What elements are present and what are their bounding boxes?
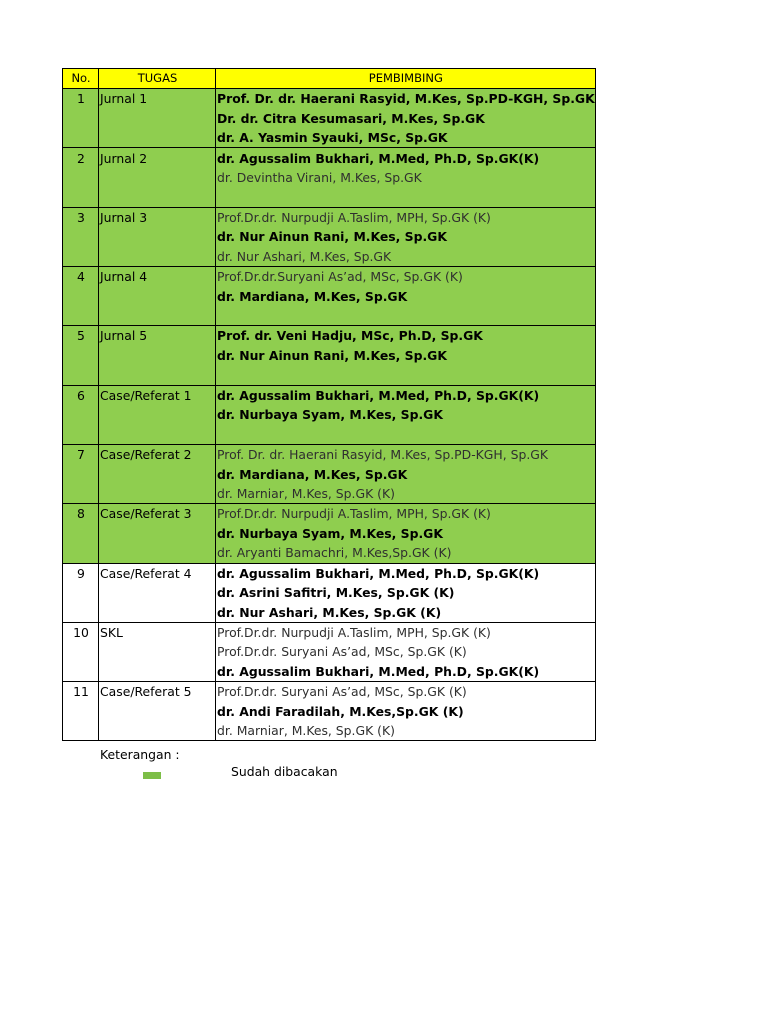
cell-tugas[interactable] xyxy=(99,583,216,602)
header-no[interactable]: No. xyxy=(63,69,99,89)
table-row xyxy=(63,405,596,424)
cell-no[interactable] xyxy=(63,583,99,602)
cell-no[interactable] xyxy=(63,702,99,721)
table-row xyxy=(63,444,596,464)
cell-tugas[interactable]: Case/Referat 2 xyxy=(99,444,216,464)
cell-tugas[interactable]: Jurnal 5 xyxy=(99,326,216,346)
cell-pembimbing[interactable] xyxy=(216,424,596,444)
cell-no[interactable] xyxy=(63,662,99,682)
cell-no[interactable] xyxy=(63,286,99,305)
cell-tugas[interactable] xyxy=(99,642,216,661)
cell-tugas[interactable] xyxy=(99,484,216,504)
cell-tugas[interactable]: Case/Referat 5 xyxy=(99,682,216,702)
table-row xyxy=(63,227,596,246)
cell-no[interactable] xyxy=(63,128,99,148)
cell-tugas[interactable] xyxy=(99,365,216,385)
cell-tugas[interactable] xyxy=(99,524,216,543)
table-row xyxy=(63,543,596,563)
cell-tugas[interactable] xyxy=(99,602,216,622)
cell-tugas[interactable]: SKL xyxy=(99,622,216,642)
cell-no[interactable]: 10 xyxy=(63,622,99,642)
cell-no[interactable] xyxy=(63,642,99,661)
table-row xyxy=(63,286,596,305)
table-row xyxy=(63,346,596,365)
cell-no[interactable] xyxy=(63,306,99,326)
table-header-row xyxy=(63,69,596,89)
cell-no[interactable] xyxy=(63,187,99,207)
cell-no[interactable] xyxy=(63,108,99,127)
table-row xyxy=(63,326,596,346)
cell-tugas[interactable] xyxy=(99,702,216,721)
cell-pembimbing[interactable]: dr. Nur Ainun Rani, M.Kes, Sp.GK xyxy=(216,346,596,365)
table-row xyxy=(63,187,596,207)
legend-title: Keterangan : xyxy=(100,747,180,762)
header-tugas[interactable]: TUGAS xyxy=(99,69,216,89)
legend-done-label: Sudah dibacakan xyxy=(231,764,338,779)
table-row xyxy=(63,266,596,286)
cell-tugas[interactable]: Jurnal 1 xyxy=(99,89,216,109)
cell-pembimbing[interactable]: Prof.Dr.dr. Suryani As’ad, MSc, Sp.GK (K) xyxy=(216,642,596,661)
cell-pembimbing[interactable]: dr. Marniar, M.Kes, Sp.GK (K) xyxy=(216,484,596,504)
header-pembimbing[interactable]: PEMBIMBING xyxy=(216,69,596,89)
cell-no[interactable]: 3 xyxy=(63,207,99,227)
cell-tugas[interactable] xyxy=(99,721,216,741)
table-row xyxy=(63,504,596,524)
cell-no[interactable] xyxy=(63,721,99,741)
cell-pembimbing[interactable]: Prof. Dr. dr. Haerani Rasyid, M.Kes, Sp.PD-KGH, Sp.GK xyxy=(216,444,596,464)
cell-tugas[interactable]: Case/Referat 4 xyxy=(99,563,216,583)
table-row xyxy=(63,464,596,483)
table-row xyxy=(63,247,596,267)
cell-pembimbing[interactable]: Prof.Dr.dr. Suryani As’ad, MSc, Sp.GK (K) xyxy=(216,682,596,702)
cell-no[interactable] xyxy=(63,405,99,424)
cell-pembimbing[interactable]: dr. Devintha Virani, M.Kes, Sp.GK xyxy=(216,168,596,187)
cell-pembimbing[interactable]: Dr. dr. Citra Kesumasari, M.Kes, Sp.GK xyxy=(216,108,596,127)
cell-pembimbing[interactable]: Prof. Dr. dr. Haerani Rasyid, M.Kes, Sp.PD-KGH, Sp.GK xyxy=(216,89,596,109)
cell-tugas[interactable] xyxy=(99,662,216,682)
cell-tugas[interactable] xyxy=(99,128,216,148)
table-row xyxy=(63,682,596,702)
table-row xyxy=(63,365,596,385)
cell-pembimbing[interactable]: dr. A. Yasmin Syauki, MSc, Sp.GK xyxy=(216,128,596,148)
table-row xyxy=(63,207,596,227)
table-row xyxy=(63,385,596,405)
cell-tugas[interactable] xyxy=(99,543,216,563)
table-row xyxy=(63,662,596,682)
cell-pembimbing[interactable]: dr. Asrini Safitri, M.Kes, Sp.GK (K) xyxy=(216,583,596,602)
table-row xyxy=(63,721,596,741)
cell-pembimbing[interactable]: dr. Aryanti Bamachri, M.Kes,Sp.GK (K) xyxy=(216,543,596,563)
cell-tugas[interactable]: Case/Referat 1 xyxy=(99,385,216,405)
table-row xyxy=(63,602,596,622)
table-row xyxy=(63,524,596,543)
cell-no[interactable] xyxy=(63,168,99,187)
cell-pembimbing[interactable]: dr. Andi Faradilah, M.Kes,Sp.GK (K) xyxy=(216,702,596,721)
cell-tugas[interactable] xyxy=(99,227,216,246)
cell-pembimbing[interactable]: dr. Mardiana, M.Kes, Sp.GK xyxy=(216,464,596,483)
cell-no[interactable] xyxy=(63,365,99,385)
cell-pembimbing[interactable] xyxy=(216,187,596,207)
cell-tugas[interactable] xyxy=(99,247,216,267)
table-row xyxy=(63,702,596,721)
table-row xyxy=(63,148,596,168)
cell-pembimbing[interactable]: Prof.Dr.dr. Nurpudji A.Taslim, MPH, Sp.GK (K) xyxy=(216,504,596,524)
cell-pembimbing[interactable]: dr. Marniar, M.Kes, Sp.GK (K) xyxy=(216,721,596,741)
assignment-table xyxy=(62,68,596,741)
cell-no[interactable]: 5 xyxy=(63,326,99,346)
cell-pembimbing[interactable]: dr. Nur Ashari, M.Kes, Sp.GK (K) xyxy=(216,602,596,622)
cell-tugas[interactable] xyxy=(99,464,216,483)
cell-pembimbing[interactable]: Prof.Dr.dr.Suryani As’ad, MSc, Sp.GK (K) xyxy=(216,266,596,286)
table-row xyxy=(63,128,596,148)
table-row xyxy=(63,563,596,583)
table-row xyxy=(63,484,596,504)
cell-tugas[interactable] xyxy=(99,168,216,187)
table-row xyxy=(63,168,596,187)
cell-pembimbing[interactable]: dr. Agussalim Bukhari, M.Med, Ph.D, Sp.GK(K) xyxy=(216,385,596,405)
cell-no[interactable]: 9 xyxy=(63,563,99,583)
cell-no[interactable]: 7 xyxy=(63,444,99,464)
cell-pembimbing[interactable]: dr. Agussalim Bukhari, M.Med, Ph.D, Sp.GK(K) xyxy=(216,563,596,583)
cell-no[interactable] xyxy=(63,227,99,246)
cell-tugas[interactable]: Jurnal 2 xyxy=(99,148,216,168)
cell-no[interactable] xyxy=(63,464,99,483)
cell-pembimbing[interactable]: dr. Nur Ashari, M.Kes, Sp.GK xyxy=(216,247,596,267)
cell-pembimbing[interactable]: dr. Nurbaya Syam, M.Kes, Sp.GK xyxy=(216,405,596,424)
cell-tugas[interactable] xyxy=(99,424,216,444)
cell-no[interactable]: 8 xyxy=(63,504,99,524)
cell-no[interactable] xyxy=(63,524,99,543)
cell-pembimbing[interactable]: Prof.Dr.dr. Nurpudji A.Taslim, MPH, Sp.GK (K) xyxy=(216,207,596,227)
cell-no[interactable] xyxy=(63,424,99,444)
cell-pembimbing[interactable]: dr. Agussalim Bukhari, M.Med, Ph.D, Sp.GK(K) xyxy=(216,148,596,168)
cell-tugas[interactable]: Jurnal 4 xyxy=(99,266,216,286)
cell-tugas[interactable]: Case/Referat 3 xyxy=(99,504,216,524)
cell-no[interactable] xyxy=(63,484,99,504)
cell-tugas[interactable] xyxy=(99,286,216,305)
cell-tugas[interactable] xyxy=(99,187,216,207)
cell-no[interactable] xyxy=(63,247,99,267)
cell-pembimbing[interactable]: dr. Agussalim Bukhari, M.Med, Ph.D, Sp.GK(K) xyxy=(216,662,596,682)
table-row xyxy=(63,306,596,326)
cell-no[interactable]: 2 xyxy=(63,148,99,168)
cell-pembimbing[interactable]: dr. Nurbaya Syam, M.Kes, Sp.GK xyxy=(216,524,596,543)
cell-pembimbing[interactable] xyxy=(216,365,596,385)
table-row xyxy=(63,89,596,109)
cell-no[interactable]: 4 xyxy=(63,266,99,286)
cell-no[interactable] xyxy=(63,543,99,563)
cell-tugas[interactable] xyxy=(99,306,216,326)
legend-done-swatch xyxy=(143,772,161,779)
table-row xyxy=(63,108,596,127)
cell-pembimbing[interactable] xyxy=(216,306,596,326)
cell-pembimbing[interactable]: Prof.Dr.dr. Nurpudji A.Taslim, MPH, Sp.GK (K) xyxy=(216,622,596,642)
table-row xyxy=(63,642,596,661)
table-row xyxy=(63,583,596,602)
cell-tugas[interactable] xyxy=(99,108,216,127)
cell-no[interactable] xyxy=(63,346,99,365)
cell-no[interactable] xyxy=(63,602,99,622)
cell-tugas[interactable]: Jurnal 3 xyxy=(99,207,216,227)
table-row xyxy=(63,424,596,444)
table-row xyxy=(63,622,596,642)
cell-no[interactable]: 11 xyxy=(63,682,99,702)
cell-tugas[interactable] xyxy=(99,346,216,365)
cell-no[interactable]: 6 xyxy=(63,385,99,405)
cell-no[interactable]: 1 xyxy=(63,89,99,109)
cell-tugas[interactable] xyxy=(99,405,216,424)
cell-pembimbing[interactable]: dr. Mardiana, M.Kes, Sp.GK xyxy=(216,286,596,305)
cell-pembimbing[interactable]: Prof. dr. Veni Hadju, MSc, Ph.D, Sp.GK xyxy=(216,326,596,346)
cell-pembimbing[interactable]: dr. Nur Ainun Rani, M.Kes, Sp.GK xyxy=(216,227,596,246)
